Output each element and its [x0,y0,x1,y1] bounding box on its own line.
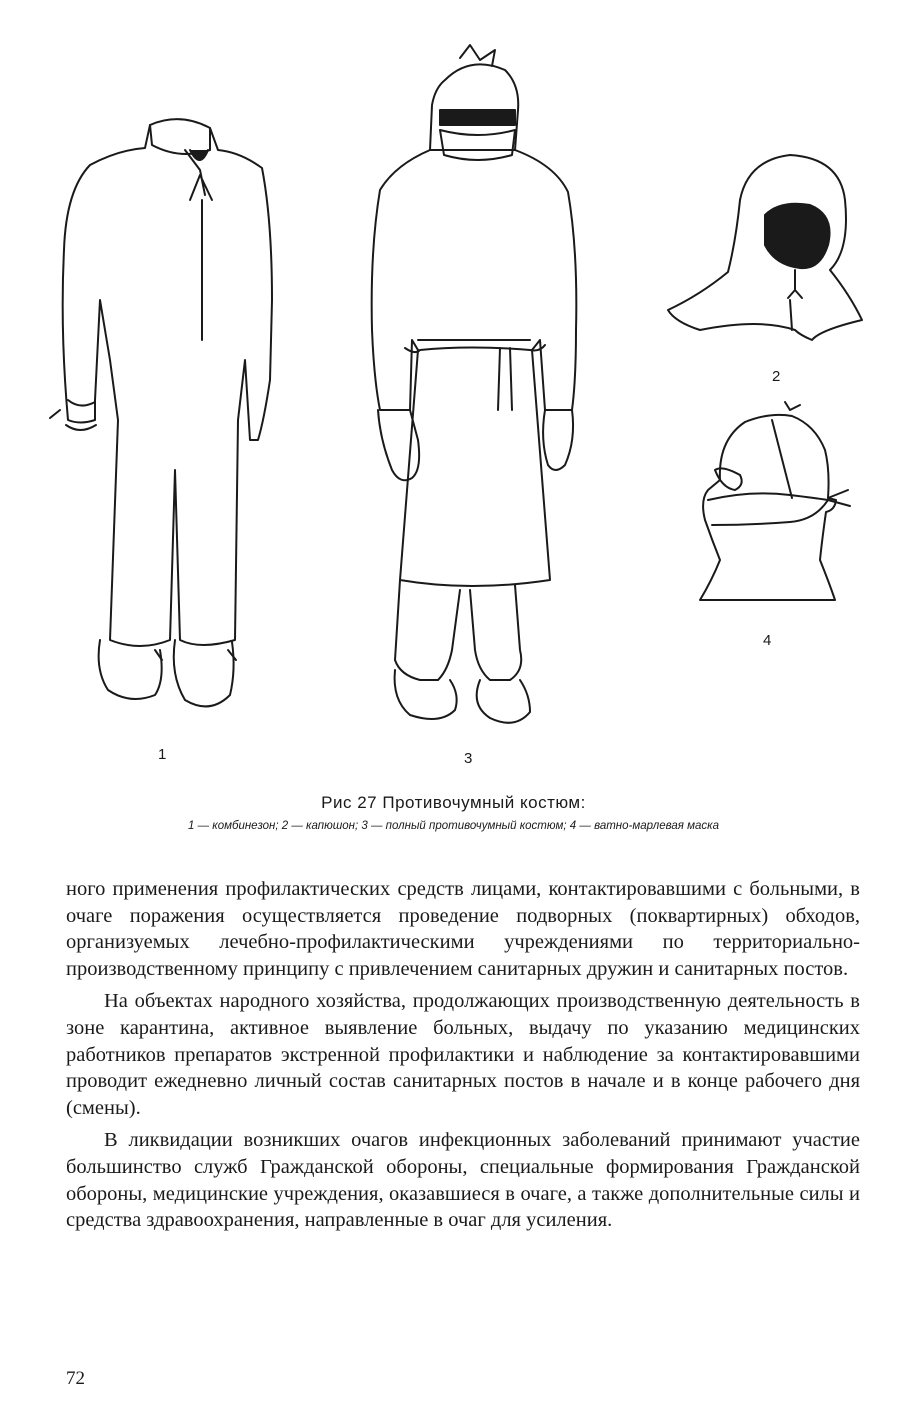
figure-caption-legend: 1 — комбинезон; 2 — капюшон; 3 — полный противочумный костюм; 4 — ватно-марлевая маска [187,820,719,832]
page-number: 72 [66,1368,85,1389]
body-text [66,876,860,1234]
paragraph-3: В ликвидации возникших очагов инфекционных заболеваний принимают участие большинство служб Гражданской обороны, специальные формирования Гражданской обороны, медицинские учреждения, оказавшиеся в очаге, а также дополнительные силы и средства здравоохранения, направленные в очаг для усиления. [66,1129,860,1232]
coverall-drawing [50,119,272,706]
figure-label-4: 4 [763,632,772,649]
hood-drawing [668,155,862,340]
figure-caption-title: Рис 27 Противочумный костюм: [321,793,586,812]
figure-label-2: 2 [772,368,781,385]
figure-label-1: 1 [158,746,167,763]
figure-label-3: 3 [464,750,473,767]
full-suit-drawing [372,45,577,723]
paragraph-1: ного применения профилактических средств лицами, контактировавшими с больными, в очаге поражения осуществляется проведение подворных (поквартирных) обходов, организуемых лечебно-профилактическими учреждениями по территориально-производственному принципу с привлечением санитарных дружин и санитарных постов. [66,878,860,980]
mask-drawing [700,402,850,600]
paragraph-2: На объектах народного хозяйства, продолжающих производственную деятельность в зоне карантина, активное выявление больных, выдачу по указанию медицинских работников препаратов экстренной профилактики и наблюдение за контактировавшими проводит ежедневно личный состав санитарных постов в начале и в конце рабочего дня (смены). [66,990,860,1119]
